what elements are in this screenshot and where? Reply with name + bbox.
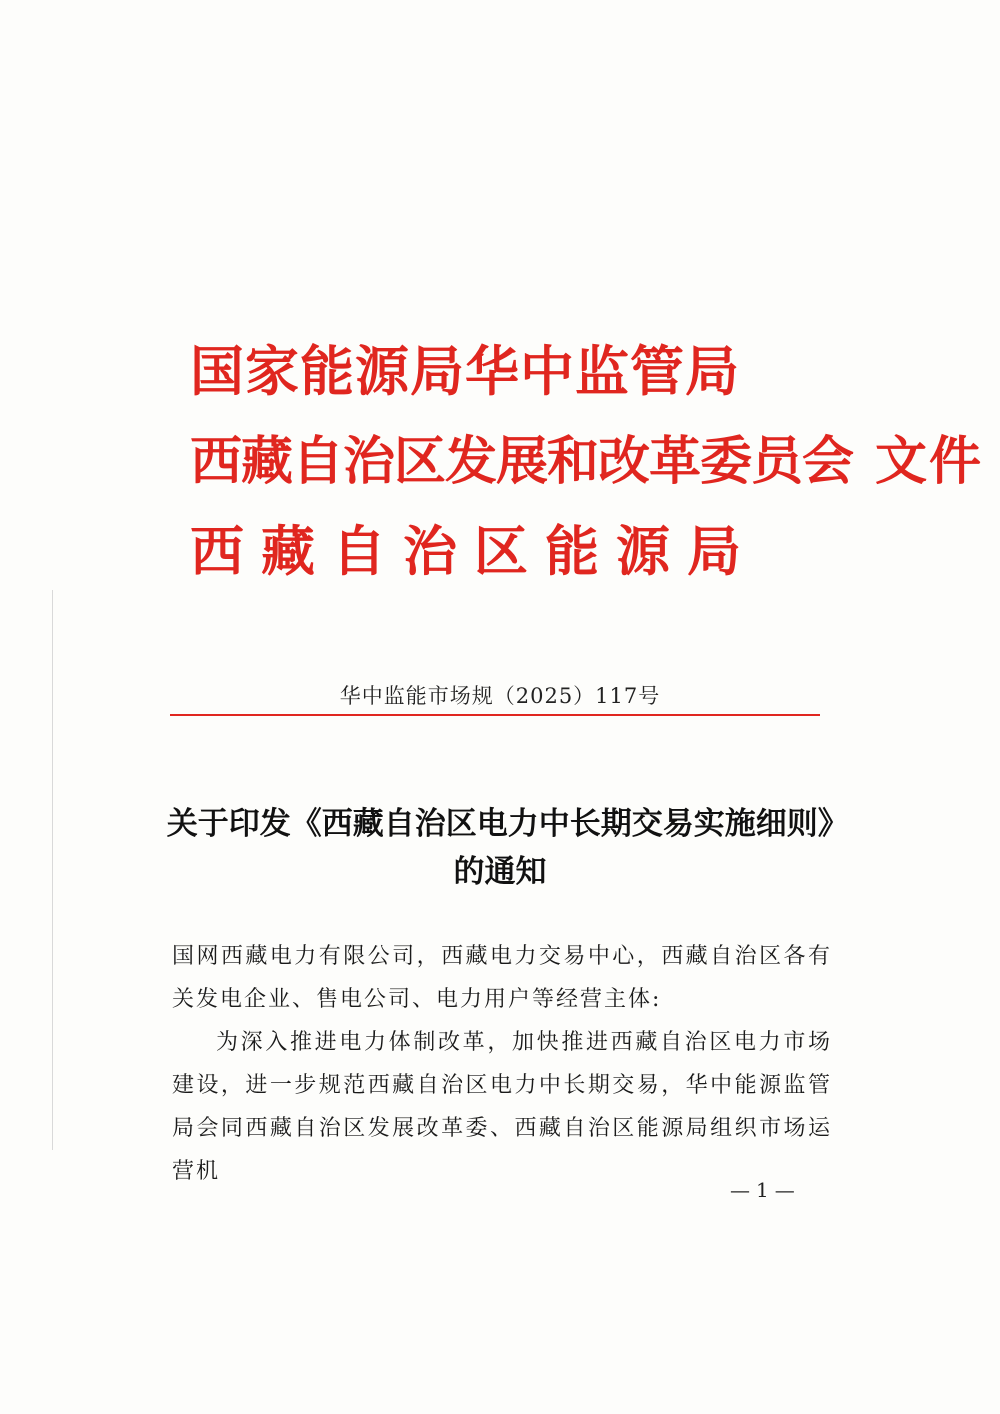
document-body [172, 935, 832, 1193]
issuer-line-3: 西藏自治区能源局 [190, 520, 758, 583]
issuer-line-2-text: 西藏自治区发展和改革委员会 [190, 432, 854, 492]
body-paragraph-1: 为深入推进电力体制改革，加快推进西藏自治区电力市场建设，进一步规范西藏自治区电力中长期交易，华中能源监管局会同西藏自治区发展改革委、西藏自治区能源局组织市场运营机 [172, 1030, 832, 1184]
red-divider-line [170, 714, 820, 716]
scan-edge-line [52, 590, 53, 1150]
document-number: 华中监能市场规（2025）117号 [339, 684, 661, 708]
doc-word: 文件 [875, 432, 984, 492]
page-number: —1— [730, 1178, 801, 1202]
document-title: 关于印发《西藏自治区电力中长期交易实施细则》的通知 [166, 806, 834, 890]
issuer-line-1: 国家能源局华中监管局 [190, 340, 740, 403]
addressee: 国网西藏电力有限公司，西藏电力交易中心，西藏自治区各有关发电企业、售电公司、电力用户等经营主体: [172, 944, 832, 1012]
issuer-line-2 [190, 432, 983, 492]
